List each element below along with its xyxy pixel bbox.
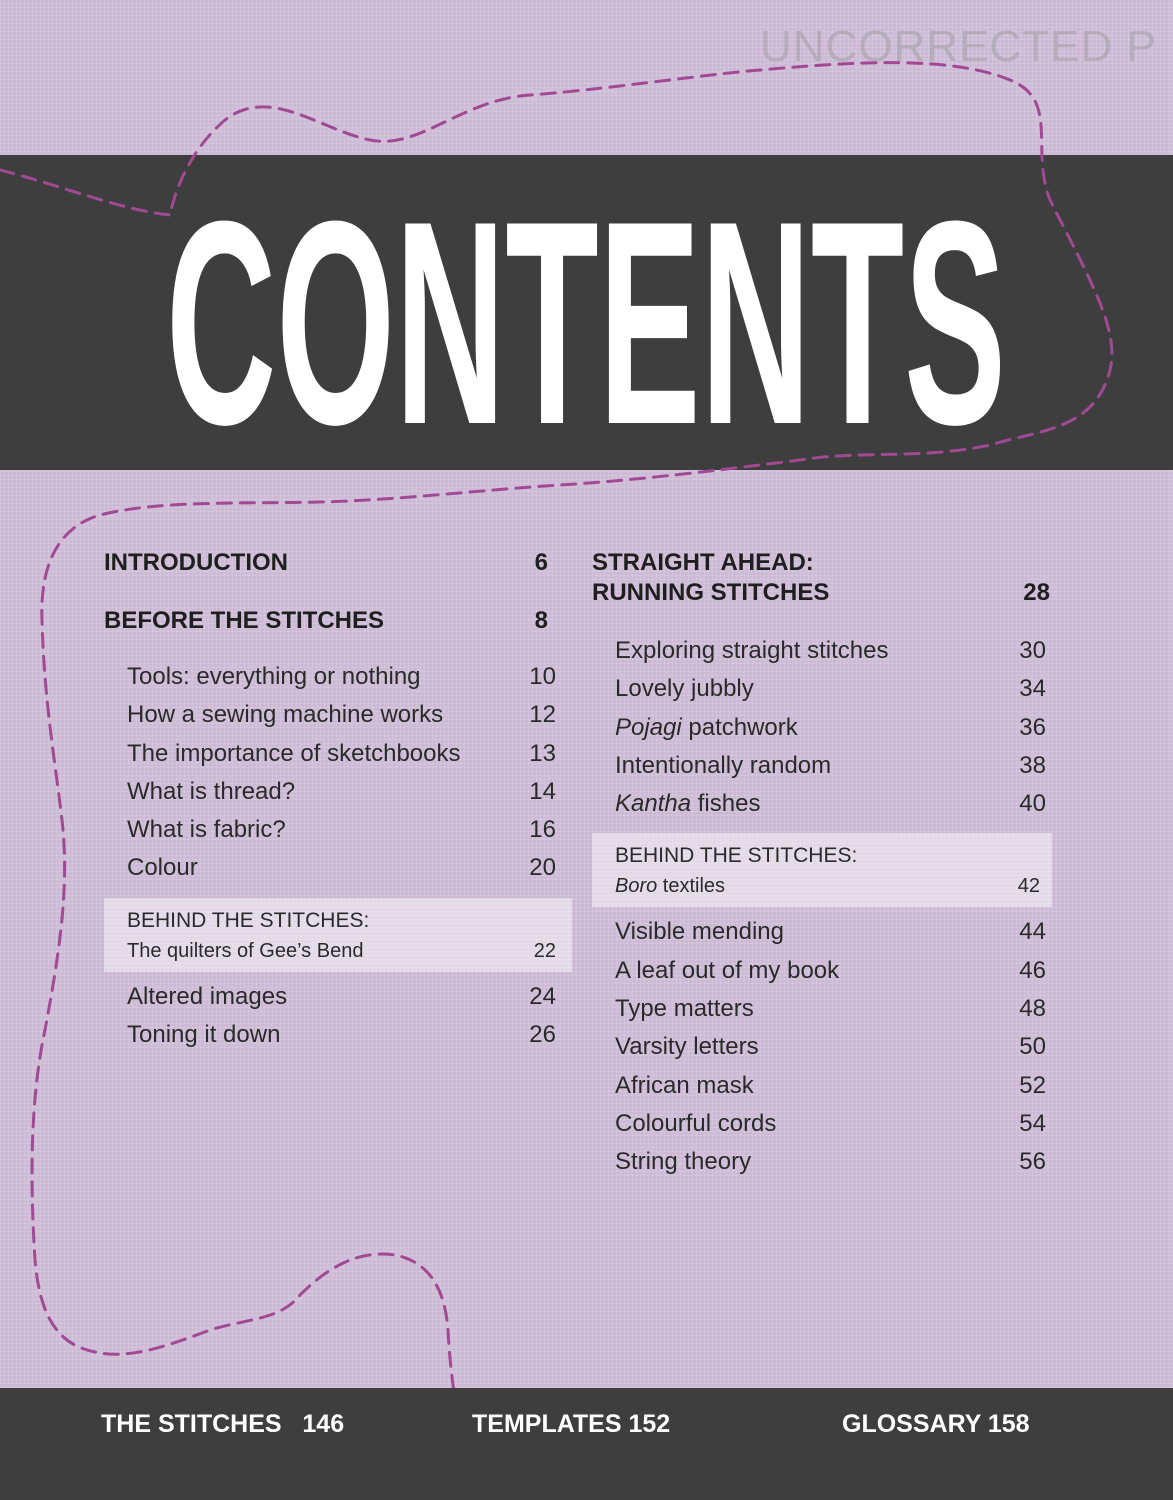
toc-item-page: 20: [529, 854, 556, 882]
toc-item-label: Altered images: [127, 982, 288, 1010]
toc-item-page: 26: [529, 1021, 556, 1049]
toc-item-page: 50: [1019, 1033, 1046, 1061]
footer-band: [0, 1388, 1173, 1500]
toc-item[interactable]: [127, 773, 556, 811]
callout-label: BEHIND THE STITCHES:: [615, 844, 858, 868]
toc-item-label: How a sewing machine works: [127, 701, 444, 729]
toc-item-page: 14: [529, 777, 556, 805]
toc-item-label: [615, 709, 798, 747]
toc-item[interactable]: [615, 1105, 1046, 1143]
toc-item-page: 40: [1019, 790, 1046, 818]
toc-item-label-emphasis: Pojagi: [615, 713, 682, 741]
toc-item-label-rest: fishes: [691, 790, 761, 818]
toc-item[interactable]: [127, 658, 556, 696]
toc-item-page: 44: [1019, 918, 1046, 946]
toc-item-page: 12: [529, 701, 556, 729]
toc-item-page: 38: [1019, 751, 1046, 779]
callout-title-rest: textiles: [657, 875, 726, 898]
section-label-line1: STRAIGHT AHEAD:: [592, 549, 814, 576]
section-label-line2: RUNNING STITCHES: [592, 579, 830, 606]
toc-item[interactable]: [615, 709, 1046, 747]
toc-item-page: 30: [1019, 637, 1046, 664]
toc-item-label: Colourful cords: [615, 1109, 777, 1137]
toc-item-label: African mask: [615, 1071, 754, 1099]
toc-item-page: 52: [1019, 1071, 1046, 1099]
toc-item[interactable]: [615, 632, 1046, 670]
toc-item-page: 13: [529, 739, 556, 767]
toc-item-page: 34: [1019, 675, 1046, 703]
toc-item-label: Toning it down: [127, 1021, 281, 1049]
toc-item-label: Lovely jubbly: [615, 675, 754, 703]
contents-column-left: [104, 545, 556, 1054]
toc-item-label: What is fabric?: [127, 816, 286, 844]
toc-item-label: Varsity letters: [615, 1033, 759, 1061]
section-page: 28: [1023, 579, 1050, 606]
footer-link-templates[interactable]: TEMPLATES 152: [472, 1410, 671, 1438]
toc-item-page: 16: [529, 816, 556, 844]
toc-item-label: The importance of sketchbooks: [127, 739, 461, 767]
toc-item-page: 36: [1019, 713, 1046, 741]
toc-item[interactable]: [615, 990, 1046, 1028]
toc-item-page: 48: [1019, 995, 1046, 1023]
toc-item-label: Visible mending: [615, 918, 784, 946]
behind-the-stitches-callout[interactable]: [592, 833, 1052, 907]
toc-item[interactable]: [127, 735, 556, 773]
toc-item[interactable]: [127, 1016, 556, 1054]
toc-item-label-rest: patchwork: [681, 713, 798, 741]
toc-item[interactable]: [615, 670, 1046, 708]
toc-item-page: 10: [529, 663, 556, 690]
page-title: CONTENTS: [166, 161, 1006, 485]
toc-item[interactable]: [127, 978, 556, 1016]
section-page: 6: [534, 549, 548, 576]
section-label: INTRODUCTION: [104, 549, 288, 576]
watermark-text: UNCORRECTED P: [760, 22, 1157, 71]
callout-title: The quilters of Gee’s Bend: [127, 939, 364, 962]
footer-link-the-stitches[interactable]: THE STITCHES 146: [101, 1410, 345, 1438]
toc-item[interactable]: [615, 1143, 1046, 1181]
toc-item[interactable]: [615, 1067, 1046, 1105]
toc-item-page: 56: [1019, 1148, 1046, 1176]
toc-item[interactable]: [615, 913, 1046, 951]
callout-page: 42: [1017, 875, 1040, 898]
toc-item[interactable]: [127, 849, 556, 887]
toc-item-label: A leaf out of my book: [615, 956, 840, 984]
toc-item-page: 46: [1019, 956, 1046, 984]
toc-item-page: 54: [1019, 1109, 1046, 1137]
toc-item[interactable]: [127, 811, 556, 849]
section-introduction[interactable]: [104, 548, 556, 578]
contents-column-right: [592, 545, 1052, 1182]
section-before-the-stitches[interactable]: [104, 606, 556, 636]
toc-item-label: Tools: everything or nothing: [127, 663, 421, 690]
toc-item[interactable]: [615, 785, 1046, 823]
section-straight-ahead[interactable]: [592, 548, 1052, 608]
toc-item-label-emphasis: Kantha: [615, 790, 692, 818]
toc-item-label: Exploring straight stitches: [615, 637, 889, 664]
behind-the-stitches-callout[interactable]: [104, 898, 572, 972]
toc-item-label: What is thread?: [127, 777, 296, 805]
toc-item-page: 24: [529, 982, 556, 1010]
footer-link-glossary[interactable]: GLOSSARY 158: [842, 1410, 1030, 1438]
toc-item[interactable]: [127, 696, 556, 734]
toc-item[interactable]: [615, 1028, 1046, 1066]
toc-item-label: Colour: [127, 854, 198, 882]
toc-item-label: Type matters: [615, 995, 754, 1023]
toc-item[interactable]: [615, 747, 1046, 785]
callout-label: BEHIND THE STITCHES:: [127, 908, 370, 932]
callout-title-emphasis: Boro: [615, 875, 658, 898]
callout-page: 22: [533, 939, 556, 962]
toc-item[interactable]: [615, 952, 1046, 990]
toc-item-label: Intentionally random: [615, 751, 832, 779]
toc-item-label: String theory: [615, 1148, 752, 1176]
section-page: 8: [534, 607, 548, 634]
section-label: BEFORE THE STITCHES: [104, 607, 385, 634]
toc-item-label: [615, 785, 760, 823]
